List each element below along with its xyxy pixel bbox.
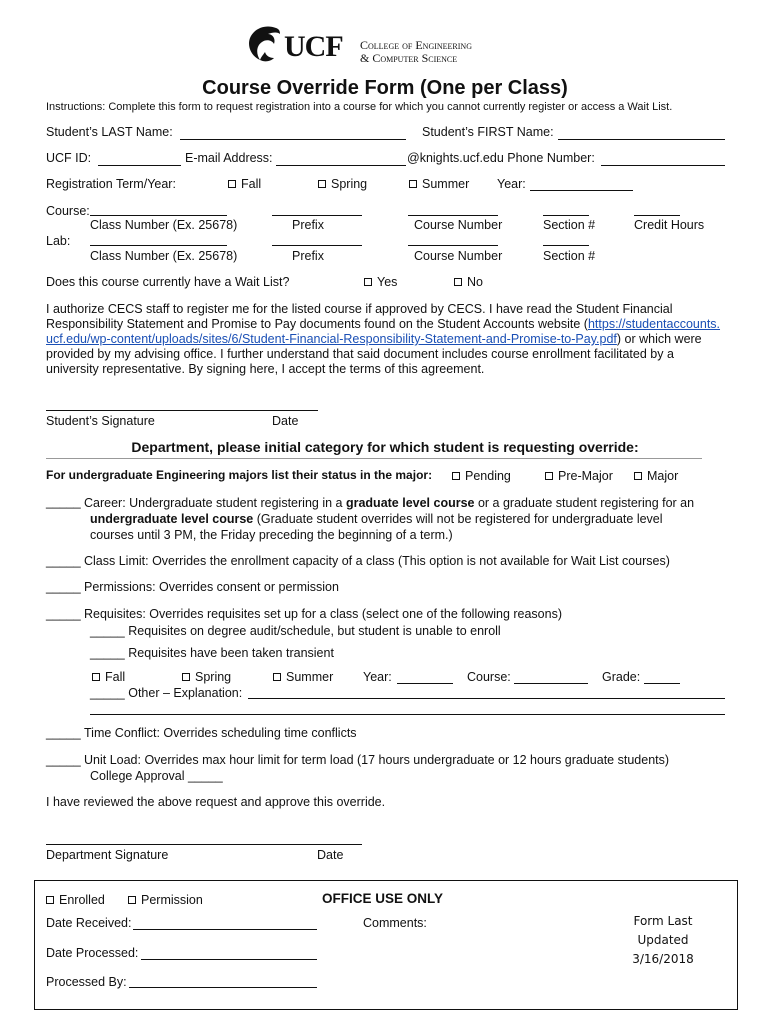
section-caption: Section # bbox=[543, 218, 596, 232]
office-enrolled-option[interactable] bbox=[46, 893, 105, 907]
email-domain-phone-label: @knights.ucf.edu Phone Number: bbox=[407, 151, 595, 165]
term-summer-option[interactable] bbox=[409, 177, 469, 191]
college-name-line1: College of Engineering bbox=[360, 38, 472, 52]
pegasus-icon bbox=[246, 24, 282, 64]
section-divider bbox=[46, 458, 702, 459]
date-processed-label: Date Processed: bbox=[46, 946, 139, 960]
form-updated-note bbox=[616, 912, 710, 969]
summer-label: Summer bbox=[422, 177, 470, 191]
checkbox-icon[interactable] bbox=[46, 896, 54, 904]
college-approval-label[interactable]: College Approval _____ bbox=[90, 769, 223, 783]
checkbox-icon[interactable] bbox=[545, 472, 553, 480]
career-text-b: graduate level course bbox=[345, 496, 475, 510]
student-signature-field[interactable] bbox=[46, 410, 318, 411]
requisites-initial-blank[interactable]: _____ bbox=[46, 607, 81, 621]
logo-text: UCF bbox=[284, 30, 343, 63]
student-date-label: Date bbox=[272, 414, 299, 428]
department-signature-field[interactable] bbox=[46, 844, 362, 845]
fall-label: Fall bbox=[241, 177, 262, 191]
career-option-text bbox=[84, 495, 734, 543]
term-label: Registration Term/Year: bbox=[46, 177, 176, 191]
email-label: E-mail Address: bbox=[185, 151, 273, 165]
course-class-number-field[interactable] bbox=[90, 215, 227, 216]
career-initial-blank[interactable]: _____ bbox=[46, 495, 81, 509]
career-text-c: or a graduate student registering for an bbox=[474, 496, 695, 510]
lab-class-number-caption: Class Number (Ex. 25678) bbox=[90, 249, 238, 263]
permission-label: Permission bbox=[141, 893, 203, 907]
transient-fall-option[interactable] bbox=[92, 670, 125, 684]
status-premajor-option[interactable] bbox=[545, 469, 613, 483]
department-date-label: Date bbox=[317, 848, 344, 862]
last-name-label: Student’s LAST Name: bbox=[46, 125, 173, 139]
office-permission-option[interactable] bbox=[128, 893, 203, 907]
checkbox-icon[interactable] bbox=[318, 180, 326, 188]
time-conflict-option-text: Time Conflict: Overrides scheduling time conflicts bbox=[84, 726, 357, 740]
course-number-caption: Course Number bbox=[414, 218, 503, 232]
lab-section-field[interactable] bbox=[543, 245, 589, 246]
course-credit-hours-field[interactable] bbox=[634, 215, 680, 216]
lab-class-number-field[interactable] bbox=[90, 245, 227, 246]
requisites-reason-transient[interactable]: _____ Requisites have been taken transient bbox=[90, 646, 334, 660]
lab-course-number-field[interactable] bbox=[408, 245, 498, 246]
checkbox-icon[interactable] bbox=[182, 673, 190, 681]
requisites-option-text: Requisites: Overrides requisites set up for a class (select one of the following reasons) bbox=[84, 607, 563, 621]
processed-by-label: Processed By: bbox=[46, 975, 127, 989]
checkbox-icon[interactable] bbox=[273, 673, 281, 681]
processed-by-field[interactable] bbox=[129, 987, 317, 988]
checkbox-icon[interactable] bbox=[92, 673, 100, 681]
lab-label: Lab: bbox=[46, 234, 71, 248]
checkbox-icon[interactable] bbox=[128, 896, 136, 904]
career-text-d: undergraduate level course bbox=[90, 512, 254, 526]
no-label: No bbox=[467, 275, 483, 289]
student-accounts-link[interactable]: https://studentaccounts.ucf.edu/wp-content/uploads/sites/6/Student-Financial-Responsibility-Statement-and-Promise-to-Pay.pdf bbox=[46, 317, 721, 346]
date-processed-field[interactable] bbox=[141, 959, 317, 960]
permissions-initial-blank[interactable]: _____ bbox=[46, 580, 81, 594]
permissions-option-text: Permissions: Overrides consent or permission bbox=[84, 580, 339, 594]
unit-load-initial-blank[interactable]: _____ bbox=[46, 753, 81, 767]
course-prefix-field[interactable] bbox=[272, 215, 362, 216]
career-text-f: courses until 3 PM, the Friday preceding the beginning of a term.) bbox=[90, 528, 453, 542]
term-fall-option[interactable] bbox=[228, 177, 261, 191]
transient-course-label: Course: bbox=[467, 670, 511, 684]
career-text-e: (Graduate student overrides will not be registered for undergraduate level bbox=[253, 512, 663, 526]
authorization-paragraph bbox=[46, 302, 726, 377]
yes-label: Yes bbox=[377, 275, 398, 289]
other-explanation-field-2[interactable] bbox=[90, 714, 725, 715]
waitlist-yes-option[interactable] bbox=[364, 275, 397, 289]
college-name-line2: & Computer Science bbox=[360, 51, 458, 65]
transient-course-field[interactable] bbox=[514, 683, 588, 684]
comments-label: Comments: bbox=[363, 916, 427, 930]
transient-year-field[interactable] bbox=[397, 683, 453, 684]
phone-field[interactable] bbox=[601, 165, 725, 166]
first-name-field[interactable] bbox=[558, 139, 725, 140]
prefix-caption: Prefix bbox=[292, 218, 324, 232]
office-use-heading: OFFICE USE ONLY bbox=[322, 891, 444, 906]
first-name-label: Student’s FIRST Name: bbox=[422, 125, 554, 139]
authorization-text-part2: ) or which were provided by my advising office. I further understand that said document includes course enrollment facilitated by a university representative. By signing here, I accept the terms of this agreement. bbox=[46, 332, 702, 376]
checkbox-icon[interactable] bbox=[228, 180, 236, 188]
year-label: Year: bbox=[497, 177, 526, 191]
checkbox-icon[interactable] bbox=[364, 278, 372, 286]
other-explanation-field[interactable] bbox=[248, 698, 725, 699]
last-name-field[interactable] bbox=[180, 139, 406, 140]
major-label: Major bbox=[647, 469, 679, 483]
checkbox-icon[interactable] bbox=[454, 278, 462, 286]
enrolled-label: Enrolled bbox=[59, 893, 105, 907]
class-limit-option-text: Class Limit: Overrides the enrollment capacity of a class (This option is not available for Wait List courses) bbox=[84, 554, 670, 568]
date-received-label: Date Received: bbox=[46, 916, 132, 930]
year-field[interactable] bbox=[530, 190, 633, 191]
course-section-field[interactable] bbox=[543, 215, 589, 216]
transient-grade-label: Grade: bbox=[602, 670, 641, 684]
pending-label: Pending bbox=[465, 469, 511, 483]
department-heading: Department, please initial category for which student is requesting override: bbox=[131, 439, 639, 455]
page-title: Course Override Form (One per Class) bbox=[202, 77, 568, 99]
major-status-question: For undergraduate Engineering majors list their status in the major: bbox=[46, 468, 433, 482]
ucf-id-field[interactable] bbox=[98, 165, 181, 166]
ucf-id-label: UCF ID: bbox=[46, 151, 92, 165]
premajor-label: Pre-Major bbox=[558, 469, 613, 483]
transient-year-label: Year: bbox=[363, 670, 392, 684]
requisites-reason-audit[interactable]: _____ Requisites on degree audit/schedule, but student is unable to enroll bbox=[90, 624, 501, 638]
student-signature-label: Student’s Signature bbox=[46, 414, 155, 428]
form-updated-line1: Form Last bbox=[633, 914, 693, 928]
class-number-caption: Class Number (Ex. 25678) bbox=[90, 218, 238, 232]
checkbox-icon[interactable] bbox=[634, 472, 642, 480]
waitlist-no-option[interactable] bbox=[454, 275, 483, 289]
lab-prefix-caption: Prefix bbox=[292, 249, 324, 263]
form-updated-date: 3/16/2018 bbox=[632, 952, 694, 966]
course-number-field[interactable] bbox=[408, 215, 498, 216]
checkbox-icon[interactable] bbox=[452, 472, 460, 480]
spring-label: Spring bbox=[195, 670, 232, 684]
lab-prefix-field[interactable] bbox=[272, 245, 362, 246]
spring-label: Spring bbox=[331, 177, 368, 191]
unit-load-option-text: Unit Load: Overrides max hour limit for term load (17 hours undergraduate or 12 hours graduate students) bbox=[84, 753, 670, 767]
department-signature-label: Department Signature bbox=[46, 848, 169, 862]
transient-spring-option[interactable] bbox=[182, 670, 231, 684]
email-field[interactable] bbox=[276, 165, 406, 166]
approval-statement: I have reviewed the above request and approve this override. bbox=[46, 795, 386, 809]
career-text-a: Career: Undergraduate student registering in a bbox=[84, 496, 346, 510]
summer-label: Summer bbox=[286, 670, 334, 684]
time-conflict-initial-blank[interactable]: _____ bbox=[46, 726, 81, 740]
authorization-text-part1: I authorize CECS staff to register me for the listed course if approved by CECS. I have read the Student Financial Responsibility Statement and Promise to Pay documents found on the Student Accounts website ( bbox=[46, 302, 673, 331]
instructions: Instructions: Complete this form to request registration into a course for which you cannot currently register or access a Wait List. bbox=[46, 101, 673, 113]
fall-label: Fall bbox=[105, 670, 126, 684]
class-limit-initial-blank[interactable]: _____ bbox=[46, 554, 81, 568]
course-label: Course: bbox=[46, 204, 90, 218]
status-major-option[interactable] bbox=[634, 469, 678, 483]
credit-hours-caption: Credit Hours bbox=[634, 218, 705, 232]
status-pending-option[interactable] bbox=[452, 469, 511, 483]
form-updated-line2: Updated bbox=[637, 933, 689, 947]
date-received-field[interactable] bbox=[133, 929, 317, 930]
term-spring-option[interactable] bbox=[318, 177, 367, 191]
other-explanation-label: _____ Other – Explanation: bbox=[90, 686, 243, 700]
lab-section-caption: Section # bbox=[543, 249, 596, 263]
waitlist-question: Does this course currently have a Wait List? bbox=[46, 275, 290, 289]
checkbox-icon[interactable] bbox=[409, 180, 417, 188]
transient-grade-field[interactable] bbox=[644, 683, 680, 684]
lab-course-number-caption: Course Number bbox=[414, 249, 503, 263]
transient-summer-option[interactable] bbox=[273, 670, 333, 684]
